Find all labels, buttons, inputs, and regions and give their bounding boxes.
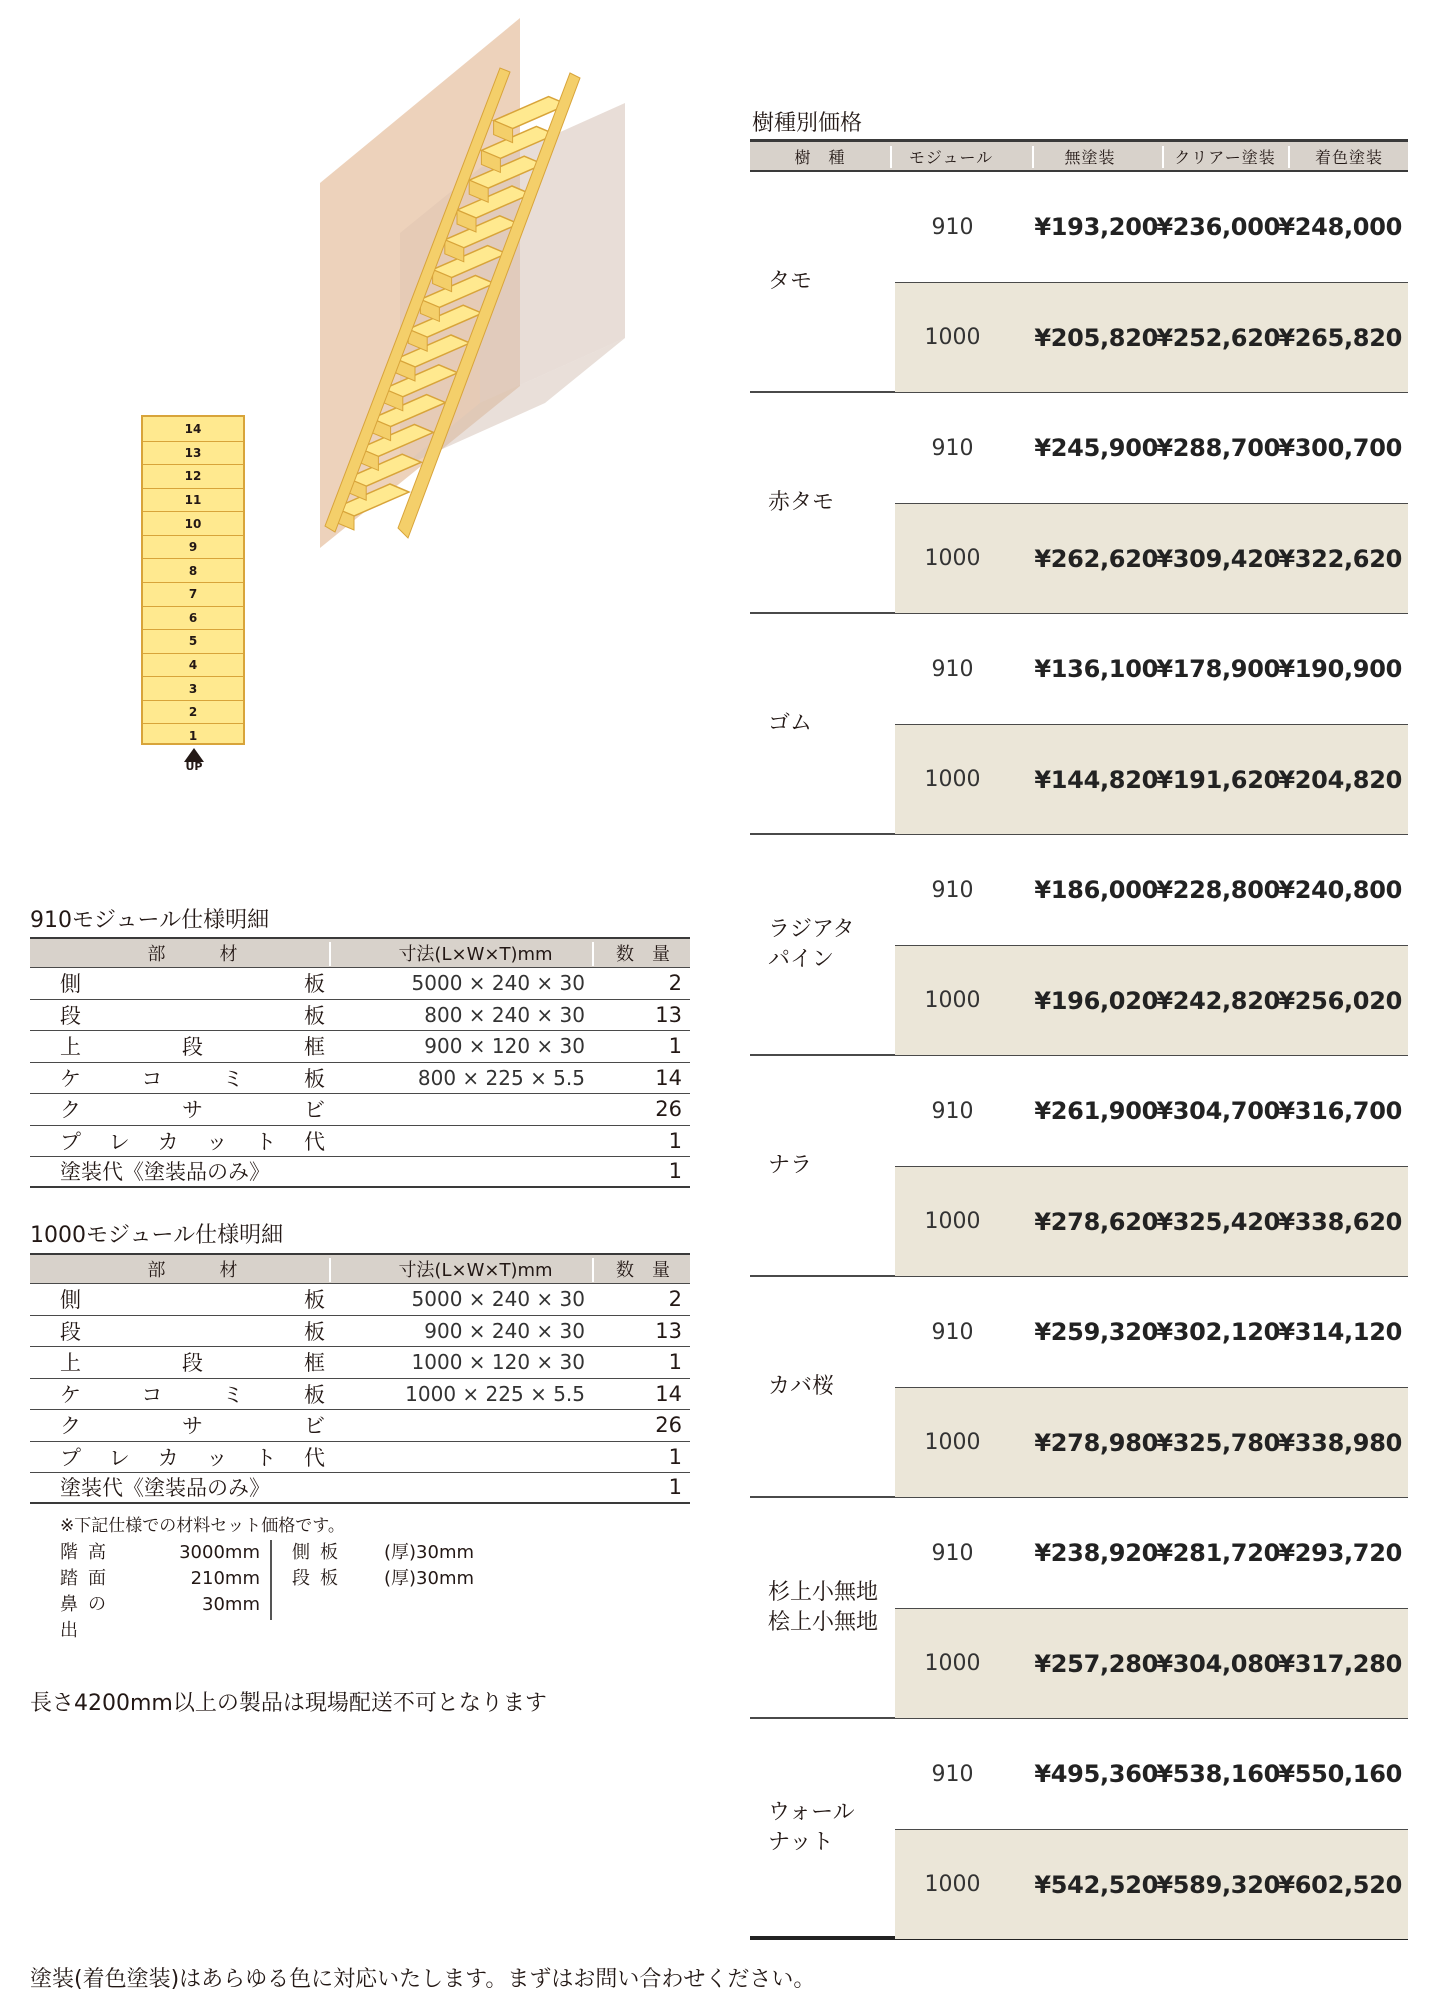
spec-item bbox=[60, 1566, 260, 1592]
price-row bbox=[895, 503, 1408, 613]
price-clear-coat: ¥589,320 bbox=[1156, 1870, 1280, 1899]
spec-quantity: 26 bbox=[655, 1097, 682, 1122]
delivery-note: 長さ4200mm以上の製品は現場配送不可となります bbox=[30, 1691, 547, 1716]
spec-quantity: 1 bbox=[668, 1350, 682, 1375]
spec-dimension bbox=[360, 1126, 585, 1157]
spec-part: 上 段 框 bbox=[60, 1035, 325, 1060]
price-color-coat: ¥338,620 bbox=[1278, 1207, 1402, 1236]
spec-part: 塗装代《塗装品のみ》 bbox=[60, 1160, 270, 1185]
spec-quantity: 14 bbox=[655, 1065, 682, 1090]
spec-row bbox=[30, 1030, 690, 1062]
module-size: 1000 bbox=[924, 546, 981, 571]
price-clear-coat: ¥325,780 bbox=[1156, 1428, 1280, 1457]
price-color-coat: ¥602,520 bbox=[1278, 1870, 1402, 1899]
plan-step: 9 bbox=[143, 535, 243, 559]
price-table-body bbox=[750, 172, 1408, 1940]
spec910-header bbox=[30, 937, 690, 967]
plan-step: 14 bbox=[184, 421, 202, 436]
spec-dimension: 1000 × 120 × 30 bbox=[411, 1350, 585, 1375]
spec1000-table bbox=[30, 1253, 690, 1504]
header-species: 樹 種 bbox=[794, 147, 846, 167]
price-row bbox=[895, 282, 1408, 392]
spec-row bbox=[30, 1125, 690, 1157]
price-clear-coat: ¥191,620 bbox=[1156, 765, 1280, 794]
price-color-coat: ¥265,820 bbox=[1278, 323, 1402, 352]
price-row bbox=[895, 1056, 1408, 1166]
plan-step: 8 bbox=[143, 558, 243, 582]
price-color-coat: ¥550,160 bbox=[1278, 1760, 1402, 1788]
spec-row bbox=[30, 999, 690, 1031]
price-clear-coat: ¥252,620 bbox=[1156, 323, 1280, 352]
species-block bbox=[750, 614, 1408, 835]
module-size: 910 bbox=[931, 656, 974, 682]
price-color-coat: ¥248,000 bbox=[1278, 213, 1402, 241]
spec-quantity: 13 bbox=[655, 1318, 682, 1343]
header-module: モジュール bbox=[908, 147, 994, 167]
price-color-coat: ¥256,020 bbox=[1278, 986, 1402, 1015]
species-block bbox=[750, 1719, 1408, 1940]
spec910-title: 910モジュール仕様明細 bbox=[30, 908, 270, 933]
stair-plan bbox=[141, 415, 245, 745]
price-color-coat: ¥190,900 bbox=[1278, 655, 1402, 683]
price-no-coat: ¥196,020 bbox=[1034, 986, 1158, 1015]
plan-step: 13 bbox=[143, 441, 243, 465]
price-no-coat: ¥278,620 bbox=[1034, 1207, 1158, 1236]
species-name: 杉上小無地 桧上小無地 bbox=[768, 1579, 879, 1635]
stair-illustration bbox=[320, 18, 630, 568]
price-no-coat: ¥278,980 bbox=[1034, 1428, 1158, 1457]
module-size: 910 bbox=[931, 1098, 974, 1124]
price-no-coat: ¥542,520 bbox=[1034, 1870, 1158, 1899]
price-clear-coat: ¥228,800 bbox=[1156, 876, 1280, 904]
price-color-coat: ¥204,820 bbox=[1278, 765, 1402, 794]
module-size: 1000 bbox=[924, 1651, 981, 1676]
spec-dimension: 5000 × 240 × 30 bbox=[411, 1287, 585, 1312]
price-clear-coat: ¥242,820 bbox=[1156, 986, 1280, 1015]
price-clear-coat: ¥325,420 bbox=[1156, 1207, 1280, 1236]
spec-row bbox=[30, 1472, 690, 1504]
header-no-coat: 無塗装 bbox=[1064, 147, 1116, 167]
spec-row bbox=[30, 1283, 690, 1315]
species-name: ナラ bbox=[768, 1152, 813, 1178]
spec-dimension: 800 × 225 × 5.5 bbox=[417, 1065, 585, 1090]
spec-part: ケ コ ミ 板 bbox=[60, 1382, 325, 1407]
module-size: 1000 bbox=[924, 1209, 981, 1234]
spec-part: 側 板 bbox=[60, 1288, 325, 1313]
plan-step: 5 bbox=[143, 629, 243, 653]
spec-item-value: (厚)30mm bbox=[384, 1568, 475, 1589]
module-size: 910 bbox=[931, 1319, 974, 1345]
price-no-coat: ¥495,360 bbox=[1034, 1760, 1158, 1788]
spec-part: ク サ ビ bbox=[60, 1098, 325, 1123]
spec-header-qty: 数 量 bbox=[616, 1260, 670, 1281]
species-name: カバ桜 bbox=[768, 1373, 835, 1399]
price-clear-coat: ¥178,900 bbox=[1156, 655, 1280, 683]
module-size: 910 bbox=[931, 1761, 974, 1787]
plan-step: 1 bbox=[143, 723, 243, 747]
spec-part: ク サ ビ bbox=[60, 1414, 325, 1439]
spec-dimension bbox=[360, 1473, 585, 1502]
price-color-coat: ¥240,800 bbox=[1278, 876, 1402, 904]
spec-row bbox=[30, 1378, 690, 1410]
price-no-coat: ¥186,000 bbox=[1034, 876, 1158, 904]
spec-part: 段 板 bbox=[60, 1319, 325, 1344]
spec-item-value: (厚)30mm bbox=[384, 1542, 475, 1563]
price-no-coat: ¥259,320 bbox=[1034, 1318, 1158, 1346]
spec-item bbox=[60, 1540, 260, 1566]
spec-item-value: 30mm bbox=[202, 1594, 260, 1615]
price-clear-coat: ¥538,160 bbox=[1156, 1760, 1280, 1788]
price-clear-coat: ¥281,720 bbox=[1156, 1539, 1280, 1567]
price-no-coat: ¥238,920 bbox=[1034, 1539, 1158, 1567]
specs-right bbox=[270, 1540, 494, 1620]
spec-row bbox=[30, 1346, 690, 1378]
module-size: 1000 bbox=[924, 767, 981, 792]
spec-item-label: 側板 bbox=[292, 1542, 348, 1563]
material-set-note: ※下記仕様での材料セット価格です。 bbox=[60, 1516, 345, 1536]
species-name: 赤タモ bbox=[768, 489, 835, 515]
price-row bbox=[895, 1166, 1408, 1276]
module-size: 910 bbox=[931, 214, 974, 240]
spec-dimension bbox=[360, 1442, 585, 1473]
spec-item bbox=[292, 1566, 494, 1592]
species-name: ゴム bbox=[768, 710, 813, 736]
spec-part: ケ コ ミ 板 bbox=[60, 1066, 325, 1091]
price-row bbox=[895, 724, 1408, 834]
spec-item-value: 3000mm bbox=[179, 1542, 260, 1563]
spec-quantity: 13 bbox=[655, 1002, 682, 1027]
price-row bbox=[895, 1387, 1408, 1497]
price-row bbox=[895, 1719, 1408, 1829]
price-clear-coat: ¥236,000 bbox=[1156, 213, 1280, 241]
spec-dimension: 1000 × 225 × 5.5 bbox=[405, 1381, 585, 1406]
price-no-coat: ¥144,820 bbox=[1034, 765, 1158, 794]
price-color-coat: ¥338,980 bbox=[1278, 1428, 1402, 1457]
species-name: ウォール ナット bbox=[768, 1799, 855, 1855]
spec-row bbox=[30, 1315, 690, 1347]
species-name: ラジアタ パイン bbox=[768, 916, 855, 972]
spec-part: 側 板 bbox=[60, 972, 325, 997]
price-color-coat: ¥300,700 bbox=[1278, 434, 1402, 462]
spec-part: プ レ カ ッ ト 代 bbox=[60, 1129, 325, 1154]
plan-step: 12 bbox=[143, 464, 243, 488]
price-no-coat: ¥205,820 bbox=[1034, 323, 1158, 352]
price-clear-coat: ¥309,420 bbox=[1156, 544, 1280, 573]
spec-dimension: 5000 × 240 × 30 bbox=[411, 971, 585, 996]
module-size: 910 bbox=[931, 435, 974, 461]
spec-header-part: 部 材 bbox=[147, 944, 238, 965]
price-clear-coat: ¥302,120 bbox=[1156, 1318, 1280, 1346]
price-row bbox=[895, 1277, 1408, 1387]
price-row bbox=[895, 614, 1408, 724]
species-block bbox=[750, 172, 1408, 393]
spec-row bbox=[30, 967, 690, 999]
spec-row bbox=[30, 1441, 690, 1473]
spec-quantity: 1 bbox=[668, 1159, 682, 1184]
spec-dimension bbox=[360, 1410, 585, 1441]
footer-note: 塗装(着色塗装)はあらゆる色に対応いたします。まずはお問い合わせください。 bbox=[30, 1967, 816, 1992]
spec1000-header bbox=[30, 1253, 690, 1283]
spec-row bbox=[30, 1062, 690, 1094]
spec-part: 段 板 bbox=[60, 1003, 325, 1028]
header-clear-coat: クリアー塗装 bbox=[1174, 147, 1276, 167]
price-no-coat: ¥257,280 bbox=[1034, 1649, 1158, 1678]
spec-item bbox=[292, 1540, 494, 1566]
spec-dimension bbox=[360, 1157, 585, 1186]
spec-header-part: 部 材 bbox=[147, 1260, 238, 1281]
module-size: 1000 bbox=[924, 1872, 981, 1897]
spec-dimension: 900 × 240 × 30 bbox=[424, 1318, 585, 1343]
spec-quantity: 2 bbox=[668, 1287, 682, 1312]
spec-quantity: 14 bbox=[655, 1381, 682, 1406]
spec-header-dim: 寸法(L×W×T)mm bbox=[398, 944, 553, 965]
price-no-coat: ¥193,200 bbox=[1034, 213, 1158, 241]
spec-row bbox=[30, 1093, 690, 1125]
spec-item-label: 踏面 bbox=[60, 1568, 116, 1589]
plan-step: 11 bbox=[143, 488, 243, 512]
price-no-coat: ¥245,900 bbox=[1034, 434, 1158, 462]
spec-quantity: 26 bbox=[655, 1413, 682, 1438]
price-color-coat: ¥314,120 bbox=[1278, 1318, 1402, 1346]
price-row bbox=[895, 1829, 1408, 1939]
spec910-table bbox=[30, 937, 690, 1188]
spec-quantity: 1 bbox=[668, 1034, 682, 1059]
price-color-coat: ¥317,280 bbox=[1278, 1649, 1402, 1678]
spec-dimension bbox=[360, 1094, 585, 1125]
price-row bbox=[895, 172, 1408, 282]
spec-quantity: 1 bbox=[668, 1444, 682, 1469]
price-color-coat: ¥322,620 bbox=[1278, 544, 1402, 573]
specs-left bbox=[60, 1540, 260, 1644]
price-color-coat: ¥316,700 bbox=[1278, 1097, 1402, 1125]
plan-step: 7 bbox=[143, 582, 243, 606]
spec-row bbox=[30, 1409, 690, 1441]
price-no-coat: ¥136,100 bbox=[1034, 655, 1158, 683]
spec-item-label: 段板 bbox=[292, 1568, 348, 1589]
price-table-header bbox=[750, 139, 1408, 172]
price-color-coat: ¥293,720 bbox=[1278, 1539, 1402, 1567]
spec-row bbox=[30, 1156, 690, 1188]
plan-step: 4 bbox=[143, 653, 243, 677]
price-no-coat: ¥261,900 bbox=[1034, 1097, 1158, 1125]
price-no-coat: ¥262,620 bbox=[1034, 544, 1158, 573]
header-color-coat: 着色塗装 bbox=[1314, 147, 1383, 167]
plan-step: 6 bbox=[143, 606, 243, 630]
spec-header-dim: 寸法(L×W×T)mm bbox=[398, 1260, 553, 1281]
spec-item bbox=[60, 1592, 260, 1644]
species-block bbox=[750, 393, 1408, 614]
price-row bbox=[895, 1608, 1408, 1718]
module-size: 910 bbox=[931, 877, 974, 903]
price-row bbox=[895, 393, 1408, 503]
price-clear-coat: ¥304,700 bbox=[1156, 1097, 1280, 1125]
spec-header-qty: 数 量 bbox=[616, 944, 670, 965]
module-size: 1000 bbox=[924, 325, 981, 350]
price-row bbox=[895, 1498, 1408, 1608]
species-block bbox=[750, 835, 1408, 1056]
spec-dimension: 800 × 240 × 30 bbox=[424, 1002, 585, 1027]
spec-quantity: 1 bbox=[668, 1128, 682, 1153]
spec-quantity: 1 bbox=[668, 1475, 682, 1500]
spec-dimension: 900 × 120 × 30 bbox=[424, 1034, 585, 1059]
plan-step: 2 bbox=[143, 700, 243, 724]
species-block bbox=[750, 1277, 1408, 1498]
plan-step: 10 bbox=[143, 511, 243, 535]
spec-part: プ レ カ ッ ト 代 bbox=[60, 1445, 325, 1470]
species-block bbox=[750, 1056, 1408, 1277]
plan-step: 3 bbox=[143, 676, 243, 700]
module-size: 910 bbox=[931, 1540, 974, 1566]
spec1000-title: 1000モジュール仕様明細 bbox=[30, 1223, 284, 1248]
spec-part: 上 段 框 bbox=[60, 1351, 325, 1376]
spec-item-label: 鼻の出 bbox=[60, 1594, 116, 1641]
species-name: タモ bbox=[768, 268, 813, 294]
spec-quantity: 2 bbox=[668, 971, 682, 996]
up-label: UP bbox=[185, 760, 203, 773]
spec-item-value: 210mm bbox=[190, 1568, 260, 1589]
price-table-title: 樹種別価格 bbox=[752, 111, 863, 136]
module-size: 1000 bbox=[924, 988, 981, 1013]
module-size: 1000 bbox=[924, 1430, 981, 1455]
price-clear-coat: ¥288,700 bbox=[1156, 434, 1280, 462]
spec-item-label: 階高 bbox=[60, 1542, 116, 1563]
price-row bbox=[895, 945, 1408, 1055]
price-row bbox=[895, 835, 1408, 945]
price-clear-coat: ¥304,080 bbox=[1156, 1649, 1280, 1678]
spec-part: 塗装代《塗装品のみ》 bbox=[60, 1476, 270, 1501]
species-block bbox=[750, 1498, 1408, 1719]
